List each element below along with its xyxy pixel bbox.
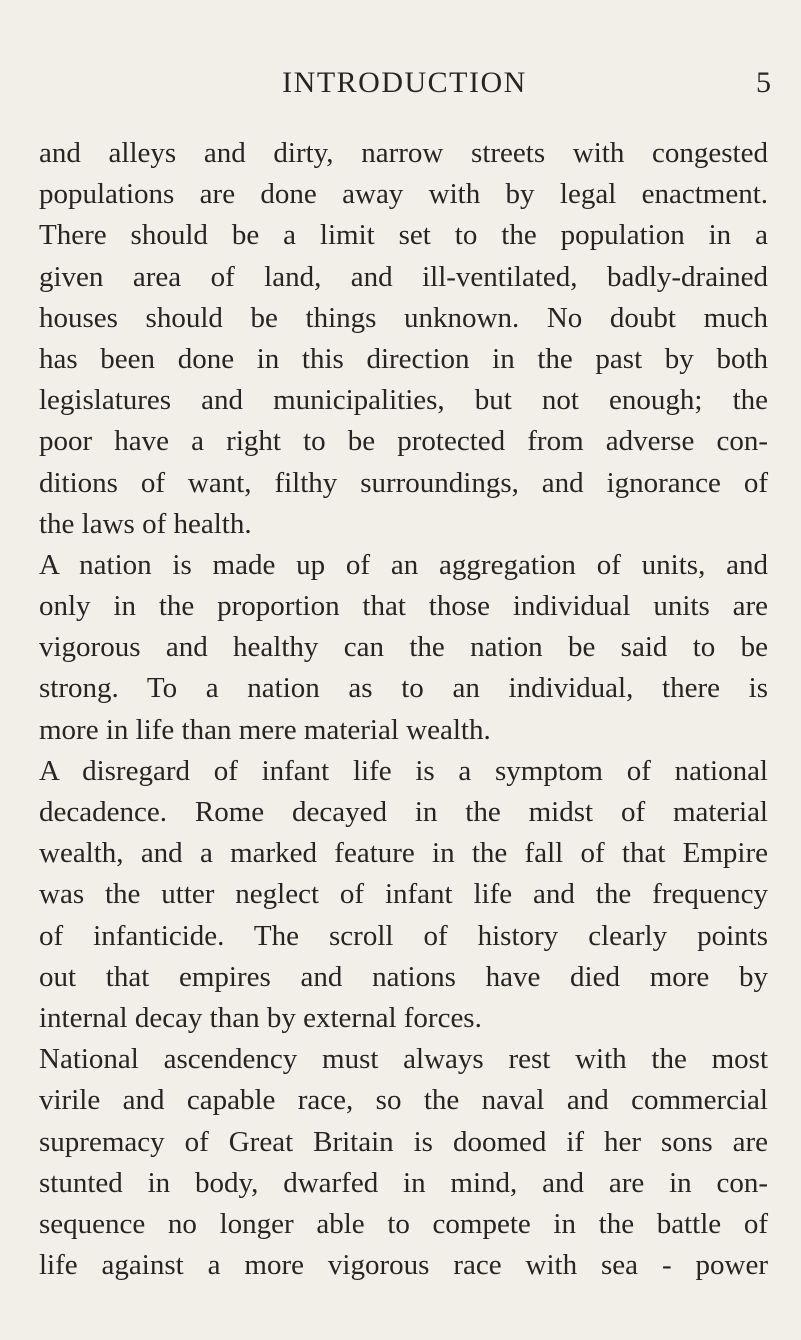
text-line: houses should be things unknown. No doubt much <box>39 301 768 334</box>
running-head: INTRODUCTION <box>282 66 527 99</box>
paragraph <box>39 751 768 1039</box>
text-line: A nation is made up of an aggregation of units, and <box>39 548 768 581</box>
text-line: more in life than mere material wealth. <box>39 713 491 746</box>
body-text <box>39 133 768 1286</box>
text-line: ditions of want, filthy surroundings, and ignorance of <box>39 466 768 499</box>
text-line: decadence. Rome decayed in the midst of material <box>39 796 768 828</box>
text-line: wealth, and a marked feature in the fall of that Empire <box>39 837 768 870</box>
text-line: supremacy of Great Britain is doomed if her sons are <box>39 1125 768 1158</box>
text-line: sequence no longer able to compete in the battle of <box>39 1207 768 1240</box>
text-line: There should be a limit set to the population in a <box>39 219 768 252</box>
text-line: has been done in this direction in the past by both <box>39 342 768 375</box>
text-line: National ascendency must always rest with the most <box>39 1043 768 1076</box>
page-header <box>0 66 801 106</box>
text-line: given area of land, and ill-ventilated, badly-drained <box>39 260 768 293</box>
paragraph <box>39 133 768 545</box>
text-line: of infanticide. The scroll of history clearly points <box>39 919 768 952</box>
text-line: and alleys and dirty, narrow streets with congested <box>39 137 768 169</box>
text-line: was the utter neglect of infant life and the frequency <box>39 878 768 911</box>
text-line: stunted in body, dwarfed in mind, and are in con- <box>39 1166 768 1199</box>
paragraph <box>39 545 768 751</box>
text-line: A disregard of infant life is a symptom of national <box>39 754 768 787</box>
text-line: out that empires and nations have died more by <box>39 960 768 993</box>
text-line: legislatures and municipalities, but not enough; the <box>39 384 768 417</box>
text-line: life against a more vigorous race with sea - power <box>39 1249 768 1282</box>
text-line: poor have a right to be protected from adverse con- <box>39 425 768 458</box>
text-line: populations are done away with by legal enactment. <box>39 178 768 211</box>
paragraph <box>39 1039 768 1286</box>
text-line: only in the proportion that those individual units are <box>39 590 768 623</box>
text-line: internal decay than by external forces. <box>39 1001 482 1034</box>
text-line: strong. To a nation as to an individual, there is <box>39 672 768 705</box>
text-line: the laws of health. <box>39 507 252 540</box>
text-line: virile and capable race, so the naval and commercial <box>39 1084 768 1117</box>
page-number: 5 <box>756 66 771 99</box>
text-line: vigorous and healthy can the nation be said to be <box>39 631 768 664</box>
